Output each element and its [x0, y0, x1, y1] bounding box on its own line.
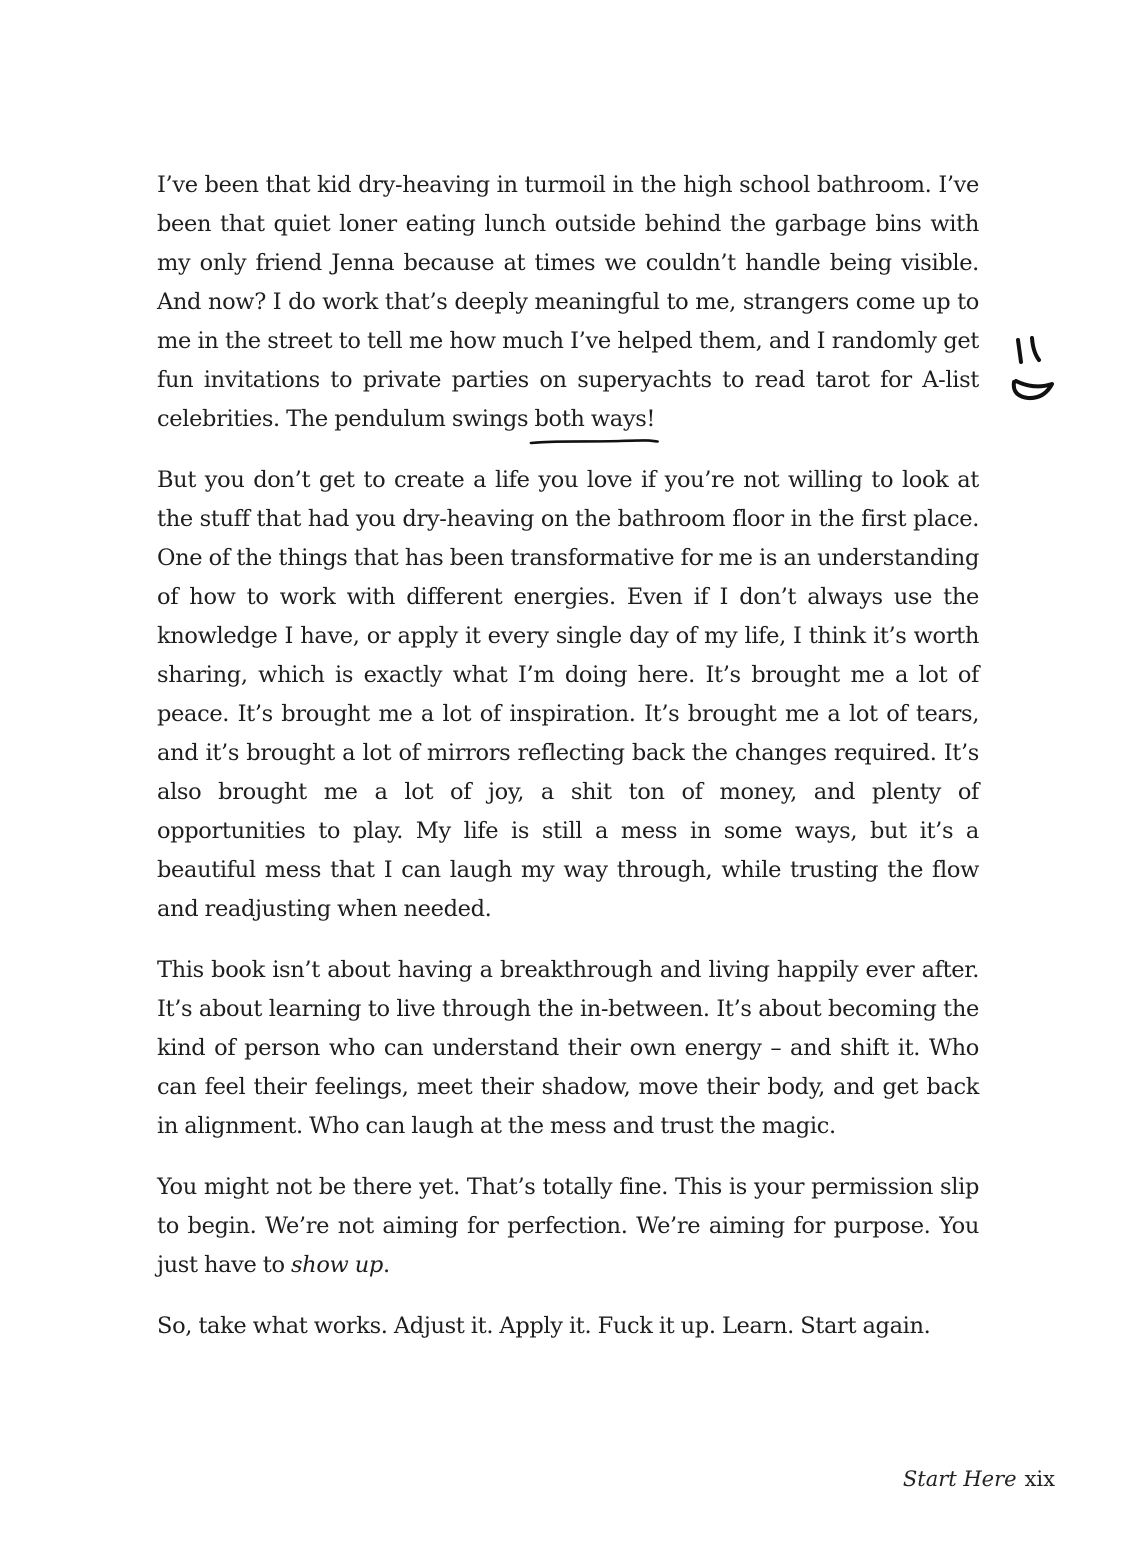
- emphasis-text: show up: [290, 1252, 383, 1278]
- paragraph-2: But you don’t get to create a life you love if you’re not willing to look at the stuff that had you dry-heaving on the bathroom floor in the first place. One of the things that has been transformative for me is an understanding of how to work with different energies. Even if I don’t always use the knowledge I have, or apply it every single day of my life, I think it’s worth sharing, which is exactly what I’m doing here. It’s brought me a lot of peace. It’s brought me a lot of inspiration. It’s brought me a lot of tears, and it’s brought a lot of mirrors reflecting back the changes required. It’s also brought me a lot of joy, a shit ton of money, and plenty of opportunities to play. My life is still a mess in some ways, but it’s a beautiful mess that I can laugh my way through, while trusting the flow and readjusting when needed.: [157, 467, 979, 922]
- hand-drawn-underline: [530, 437, 659, 447]
- hand-drawn-smiley-icon: [1008, 334, 1060, 406]
- paragraph-4-end: .: [382, 1252, 390, 1278]
- paragraph-1-text: I’ve been that kid dry-heaving in turmoil in the high school bathroom. I’ve been that quiet loner eating lunch outside behind the garbage bins with my only friend Jenna because at times we couldn’t handle being visible. And now? I do work that’s deeply meaningful to me, strangers come up to me in the street to tell me how much I’ve helped them, and I randomly get fun invitations to private parties on superyachts to read tarot for A-list celebrities. The pendulum swings: [157, 172, 979, 432]
- running-footer: [903, 1464, 1055, 1494]
- underlined-phrase: [534, 400, 655, 439]
- paragraph-4-text: You might not be there yet. That’s totally fine. This is your permission slip to begin. We’re not aiming for perfection. We’re aiming for purpose. You just have to: [157, 1174, 979, 1278]
- page-number: xix: [1024, 1467, 1055, 1491]
- paragraph-1: [157, 166, 979, 439]
- underlined-phrase-text: both ways!: [534, 406, 656, 432]
- paragraph-3: This book isn’t about having a breakthrough and living happily ever after. It’s about learning to live through the in-between. It’s about becoming the kind of person who can understand their own energy – and shift it. Who can feel their feelings, meet their shadow, move their body, and get back in alignment. Who can laugh at the mess and trust the magic.: [157, 957, 979, 1139]
- footer-section-title: Start Here: [902, 1467, 1017, 1491]
- paragraph-4: [157, 1168, 979, 1285]
- paragraph-5: So, take what works. Adjust it. Apply it. Fuck it up. Learn. Start again.: [157, 1313, 931, 1339]
- page-body: [157, 166, 979, 1368]
